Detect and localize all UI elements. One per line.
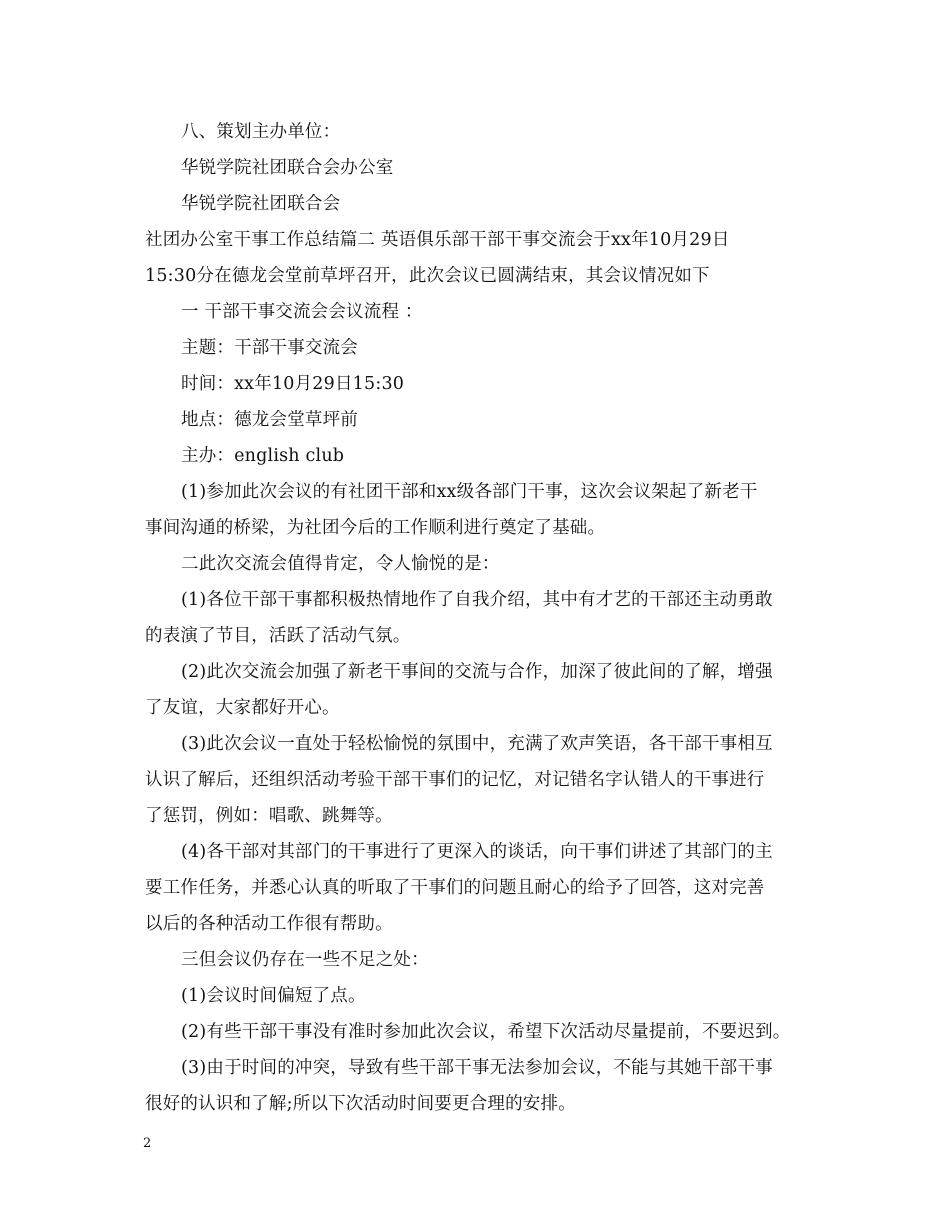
- meeting-theme: 主题：干部干事交流会: [181, 338, 358, 358]
- paragraph-line: 要工作任务，并悉心认真的听取了干事们的问题且耐心的给予了回答，这对完善: [145, 878, 765, 898]
- meeting-time: 时间：xx年10月29日15:30: [181, 374, 405, 394]
- paragraph-line: 15:30分在德龙会堂前草坪召开，此次会议已圆满结束，其会议情况如下: [145, 266, 710, 286]
- meeting-host: 主办：english club: [181, 446, 345, 466]
- section-heading-shortcomings: 三但会议仍存在一些不足之处：: [181, 950, 429, 970]
- paragraph-line: (3)由于时间的冲突，导致有些干部干事无法参加会议，不能与其她干部干事: [181, 1058, 773, 1078]
- paragraph-line: (3)此次会议一直处于轻松愉悦的氛围中，充满了欢声笑语，各干部干事相互: [181, 734, 773, 754]
- organizer-line-1: 华锐学院社团联合会办公室: [181, 158, 394, 178]
- paragraph-line: (1)各位干部干事都积极热情地作了自我介绍，其中有才艺的干部还主动勇敢: [181, 590, 773, 610]
- paragraph-line: 的表演了节目，活跃了活动气氛。: [145, 626, 411, 646]
- page-number: 2: [143, 1136, 152, 1151]
- section-heading-process: 一 干部干事交流会会议流程 ：: [181, 302, 423, 322]
- paragraph-line: (1)参加此次会议的有社团干部和xx级各部门干事，这次会议架起了新老干: [181, 482, 758, 502]
- paragraph-line: 了友谊，大家都好开心。: [145, 698, 340, 718]
- paragraph-line: (2)有些干部干事没有准时参加此次会议，希望下次活动尽量提前，不要迟到。: [181, 1022, 791, 1042]
- article-title-line: 社团办公室干事工作总结篇二 英语俱乐部干部干事交流会于xx年10月29日: [145, 230, 730, 250]
- paragraph-line: 很好的认识和了解;所以下次活动时间要更合理的安排。: [145, 1094, 576, 1114]
- paragraph-line: 认识了解后，还组织活动考验干部干事们的记忆，对记错名字认错人的干事进行: [145, 770, 765, 790]
- paragraph-line: 以后的各种活动工作很有帮助。: [145, 914, 393, 934]
- organizer-line-2: 华锐学院社团联合会: [181, 194, 341, 214]
- paragraph-line: (2)此次交流会加强了新老干事间的交流与合作，加深了彼此间的了解，增强: [181, 662, 773, 682]
- section-heading-positives: 二此次交流会值得肯定，令人愉悦的是：: [181, 554, 500, 574]
- meeting-location: 地点：德龙会堂草坪前: [181, 410, 358, 430]
- paragraph-line: 事间沟通的桥梁，为社团今后的工作顺利进行奠定了基础。: [145, 518, 606, 538]
- paragraph-line: 了惩罚，例如：唱歌、跳舞等。: [145, 806, 393, 826]
- section-heading-organizer: 八、策划主办单位：: [181, 122, 341, 142]
- paragraph-line: (1)会议时间偏短了点。: [181, 986, 366, 1006]
- paragraph-line: (4)各干部对其部门的干事进行了更深入的谈话，向干事们讲述了其部门的主: [181, 842, 773, 862]
